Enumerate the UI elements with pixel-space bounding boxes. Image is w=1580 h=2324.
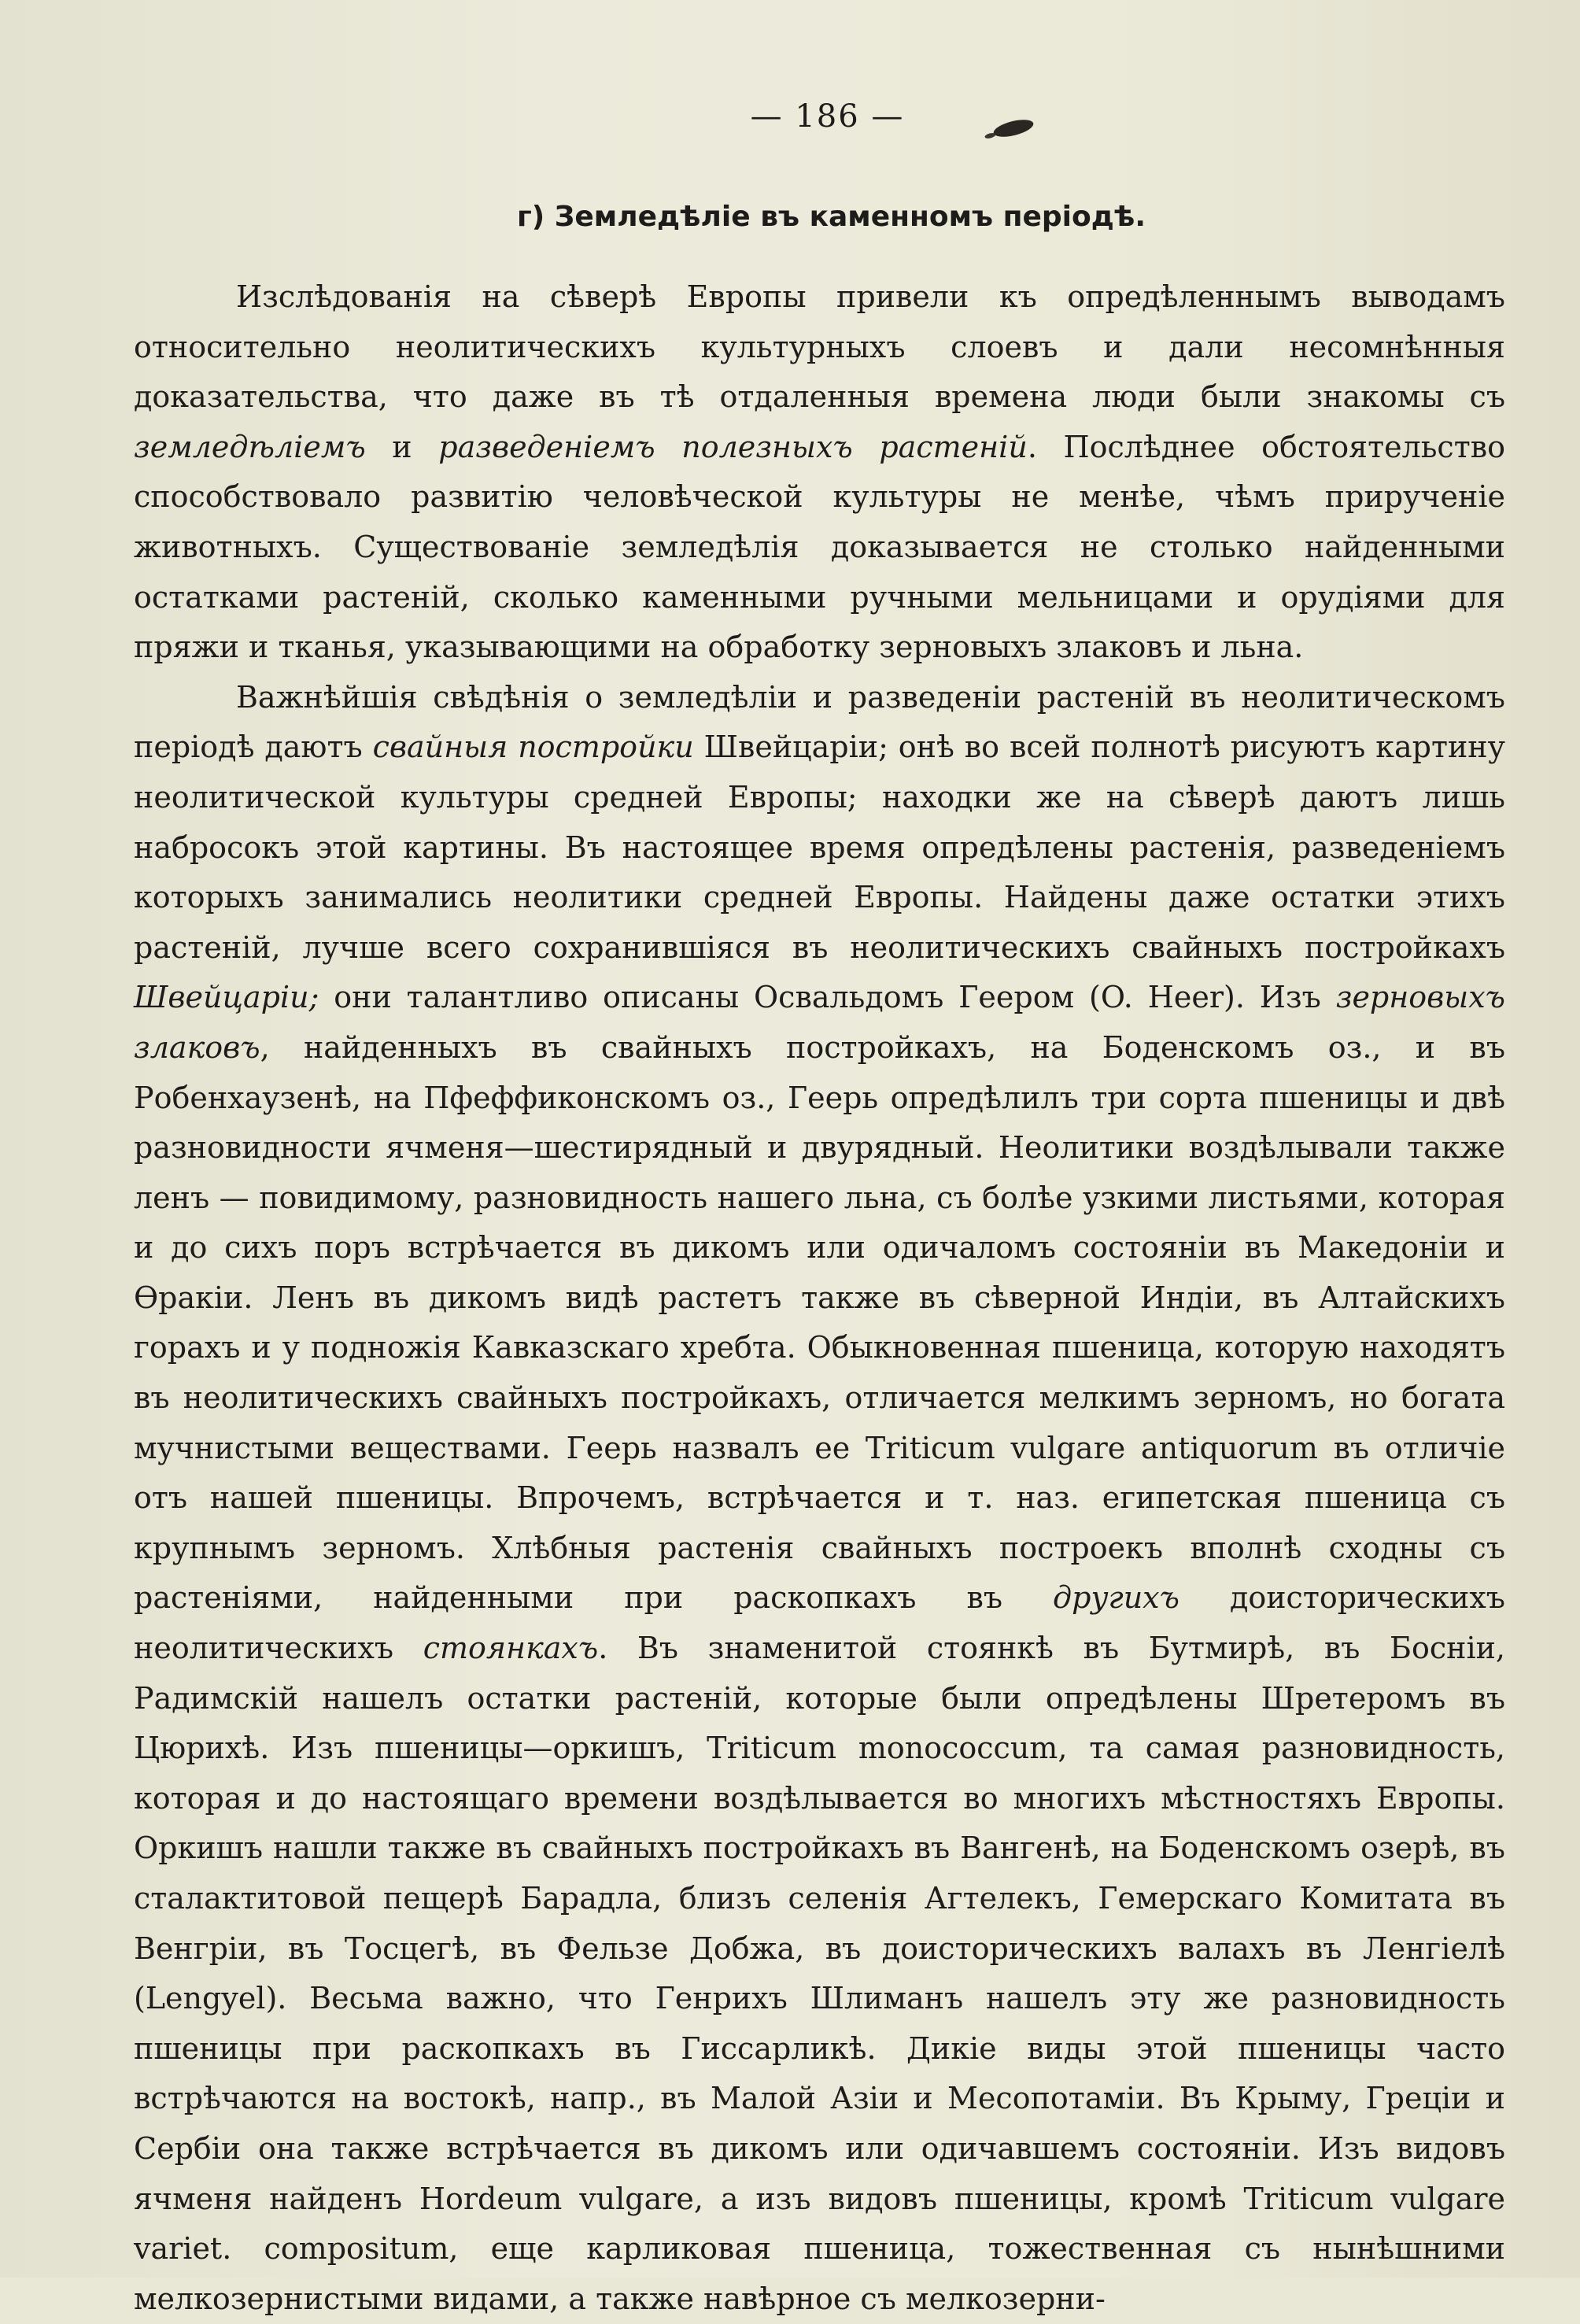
- text-segment: . Послѣднее обстоятельство способствовало развитію человѣческой культуры не менѣе, чѣмъ прирученіе животныхъ. Существованіе земледѣлія доказывается не столько найденными остатками растеній, сколько каменными ручными мельницами и орудіями для пряжи и тканья, указывающими на обработку зерновыхъ злаковъ и льна.: [134, 429, 1505, 665]
- paragraph-1: [134, 272, 1505, 673]
- text-segment: доисторическихъ неолитическихъ: [134, 1580, 1505, 1666]
- text-segment: и: [365, 429, 439, 464]
- text-body: [134, 272, 1505, 2324]
- text-segment: , найденныхъ въ свайныхъ постройкахъ, на Боденскомъ оз., и въ Робенхаузенѣ, на Пфеффиконскомъ оз., Геерь опредѣлилъ три сорта пшеницы и двѣ разновидности ячменя—шестирядный и двурядный. Неолитики воздѣлывали также ленъ — повидимому, разновидность нашего льна, съ болѣе узкими листьями, которая и до сихъ поръ встрѣчается въ дикомъ или одичаломъ состояніи въ Македоніи и Ѳракіи. Ленъ въ дикомъ видѣ растетъ также въ сѣверной Индіи, въ Алтайскихъ горахъ и у подножія Кавказскаго хребта. Обыкновенная пшеница, которую находятъ въ неолитическихъ свайныхъ постройкахъ, отличается мелкимъ зерномъ, но богата мучнистыми веществами. Геерь назвалъ ее Triticum vulgare antiquorum въ отличіе отъ нашей пшеницы. Впрочемъ, встрѣчается и т. наз. египетская пшеница съ крупнымъ зерномъ. Хлѣбныя растенія свайныхъ построекъ вполнѣ сходны съ растеніями, найденными при раскопкахъ въ: [134, 1029, 1505, 1616]
- text-segment: Важнѣйшія свѣдѣнія о земледѣліи и разведеніи растеній въ неолитическомъ періодѣ даютъ: [134, 679, 1505, 765]
- italic-term: стоянкахъ: [423, 1631, 599, 1666]
- italic-term: свайныя постройки: [372, 730, 694, 765]
- italic-term: земледѣліемъ: [134, 429, 366, 464]
- text-segment: Швейцаріи; онѣ во всей полнотѣ рисуютъ картину неолитической культуры средней Европы; находки же на сѣверѣ даютъ лишь набросокъ этой картины. Въ настоящее время опредѣлены растенія, разведеніемъ которыхъ занимались неолитики средней Европы. Найдены даже остатки этихъ растеній, лучше всего сохранившіяся въ неолитическихъ свайныхъ постройкахъ: [134, 730, 1505, 965]
- section-heading: г) Земледѣліе въ каменномъ періодѣ.: [516, 201, 1146, 233]
- text-segment: они талантливо описаны Освальдомъ Геером (O. Heer). Изъ: [319, 980, 1336, 1015]
- text-segment: . Въ знаменитой стоянкѣ въ Бутмирѣ, въ Босніи, Радимскій нашелъ остатки растеній, которые были опредѣлены Шретеромъ въ Цюрихѣ. Изъ пшеницы—оркишъ, Triticum monococcum, та самая разновидность, которая и до настоящаго времени воздѣлывается во многихъ мѣстностяхъ Европы. Оркишъ нашли также въ свайныхъ постройкахъ въ Вангенѣ, на Боденскомъ озерѣ, въ сталактитовой пещерѣ Барадла, близъ селенія Агтелекъ, Гемерскаго Комитата въ Венгріи, въ Тосцегѣ, въ Фельзе Добжа, въ доисторическихъ валахъ въ Ленгіелѣ (Lengyel). Весьма важно, что Генрихъ Шлиманъ нашелъ эту же разновидность пшеницы при раскопкахъ въ Гиссарликѣ. Дикіе виды этой пшеницы часто встрѣчаются на востокѣ, напр., въ Малой Азіи и Месопотаміи. Въ Крыму, Греціи и Сербіи она также встрѣчается въ дикомъ или одичавшемъ состояніи. Изъ видовъ ячменя найденъ Hordeum vulgare, а изъ видовъ пшеницы, кромѣ Triticum vulgare variet. compositum, еще карликовая пшеница, тожественная съ нынѣшними мелкозернистыми видами, а также навѣрное съ мелкозерни-: [134, 1631, 1506, 2316]
- italic-term: разведеніемъ полезныхъ растеній: [438, 429, 1028, 464]
- italic-term: зерновыхъ злаковъ: [134, 980, 1505, 1065]
- page-number: — 186 —: [750, 98, 905, 135]
- text-segment: Изслѣдованія на сѣверѣ Европы привели къ опредѣленнымъ выводамъ относительно неолитическихъ культурныхъ слоевъ и дали несомнѣнныя доказательства, что даже въ тѣ отдаленныя времена люди были знакомы съ: [134, 279, 1505, 415]
- italic-term: Швейцаріи;: [134, 980, 319, 1015]
- paragraph-2: [134, 673, 1505, 2324]
- italic-term: другихъ: [1053, 1580, 1179, 1616]
